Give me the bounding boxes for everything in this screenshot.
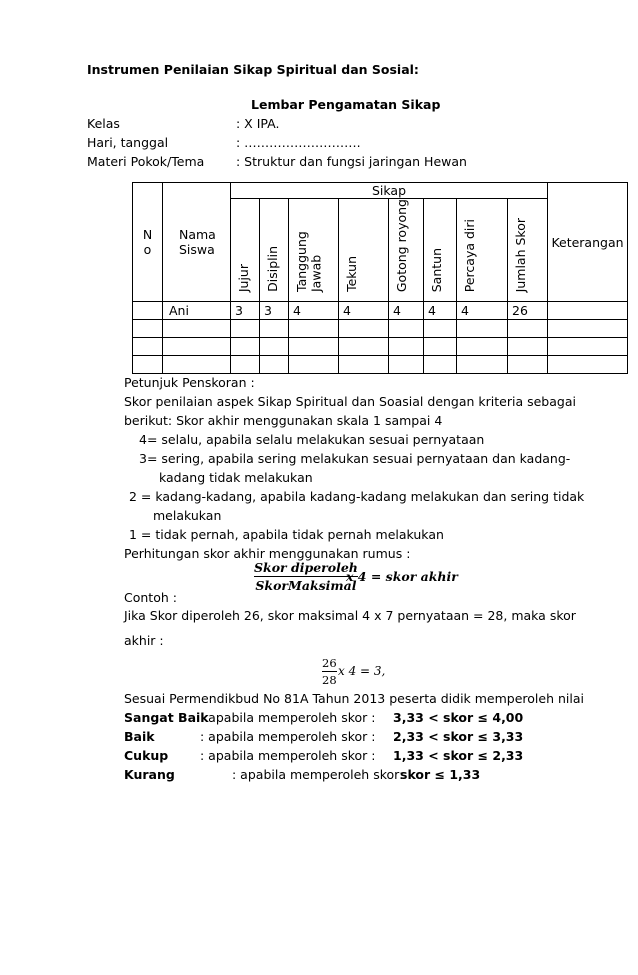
cell-value: 3 <box>260 302 289 320</box>
cell-value <box>231 338 260 356</box>
col-header-gotong-royong <box>389 199 424 302</box>
formula-numerator: Skor diperoleh <box>254 560 358 575</box>
cell-value: 26 <box>508 302 548 320</box>
cell-nama <box>163 320 231 338</box>
cell-value <box>289 320 339 338</box>
predikat-kurang-desc: : apabila memperoleh skor: <box>232 767 404 782</box>
cell-no <box>133 338 163 356</box>
cell-value <box>508 356 548 374</box>
cell-value <box>339 356 389 374</box>
cell-value <box>260 338 289 356</box>
formula-rest: x 4 = skor akhir <box>346 569 458 584</box>
contoh-title: Contoh : <box>124 590 177 605</box>
col-label-jujur: Jujur <box>236 263 251 293</box>
cell-no <box>133 320 163 338</box>
col-header-percaya-diri <box>457 199 508 302</box>
contoh-bar <box>322 671 337 672</box>
cell-value <box>389 338 424 356</box>
col-header-santun <box>424 199 457 302</box>
cell-value: 3 <box>231 302 260 320</box>
permendikbud-text: Sesuai Permendikbud No 81A Tahun 2013 peserta didik memperoleh nilai <box>124 691 584 706</box>
header-sikap: Sikap <box>231 183 548 199</box>
cell-value <box>339 320 389 338</box>
cell-value <box>289 356 339 374</box>
col-label-santun: Santun <box>429 247 444 293</box>
cell-value <box>389 356 424 374</box>
contoh-denominator: 28 <box>322 673 337 687</box>
cell-value <box>424 338 457 356</box>
info-label-materi: Materi Pokok/Tema <box>87 154 205 169</box>
predikat-sangat-baik-desc: : apabila memperoleh skor : <box>200 710 376 725</box>
col-label-tekun: Tekun <box>344 256 359 293</box>
cell-value <box>424 356 457 374</box>
predikat-cukup-range: 1,33 < skor ≤ 2,33 <box>393 748 524 763</box>
cell-value: 4 <box>339 302 389 320</box>
skala-2-cont: melakukan <box>153 508 222 523</box>
document-title: Instrumen Penilaian Sikap Spiritual dan Sosial: <box>87 62 419 77</box>
info-value-kelas: : X IPA. <box>236 116 280 131</box>
col-header-jujur <box>231 199 260 302</box>
header-nama <box>163 183 231 302</box>
cell-keterangan <box>548 320 628 338</box>
header-nama-line2: Siswa <box>179 242 215 258</box>
col-label-percaya-diri: Percaya diri <box>462 218 477 293</box>
cell-keterangan <box>548 338 628 356</box>
formula-denominator: SkorMaksimal <box>255 578 357 593</box>
cell-no <box>133 302 163 320</box>
header-no <box>133 183 163 302</box>
contoh-fraction <box>322 656 337 687</box>
cell-keterangan <box>548 356 628 374</box>
sikap-table <box>132 182 628 374</box>
cell-value <box>260 320 289 338</box>
skala-3-cont: kadang tidak melakukan <box>159 470 313 485</box>
cell-nama <box>163 356 231 374</box>
col-header-disiplin <box>260 199 289 302</box>
predikat-baik-desc: : apabila memperoleh skor : <box>200 729 376 744</box>
header-nama-line1: Nama <box>179 227 216 243</box>
cell-value <box>508 320 548 338</box>
cell-value <box>508 338 548 356</box>
header-no-line2: o <box>143 242 152 258</box>
skala-4: 4= selalu, apabila selalu melakukan sesuai pernyataan <box>139 432 485 447</box>
col-label-disiplin: Disiplin <box>265 246 280 293</box>
cell-value <box>231 356 260 374</box>
col-header-jumlah-skor <box>508 199 548 302</box>
cell-nama: Ani <box>163 302 231 320</box>
contoh-rest: x 4 = 3, <box>338 664 386 678</box>
table-row <box>133 356 628 374</box>
contoh-line: Jika Skor diperoleh 26, skor maksimal 4 x 7 pernyataan = 28, maka skor <box>124 608 576 623</box>
cell-value <box>457 356 508 374</box>
cell-value <box>457 320 508 338</box>
petunjuk-line2: berikut: Skor akhir menggunakan skala 1 sampai 4 <box>124 413 443 428</box>
cell-value <box>231 320 260 338</box>
cell-no <box>133 356 163 374</box>
cell-value <box>260 356 289 374</box>
table-row <box>133 302 628 320</box>
info-label-hari: Hari, tanggal <box>87 135 169 150</box>
contoh-numerator: 26 <box>322 656 337 670</box>
cell-value: 4 <box>389 302 424 320</box>
header-no-line1: N <box>142 227 153 243</box>
skala-2: 2 = kadang-kadang, apabila kadang-kadang melakukan dan sering tidak <box>129 489 585 504</box>
predikat-kurang-label: Kurang <box>124 767 175 782</box>
cell-nama <box>163 338 231 356</box>
contoh-akhir: akhir : <box>124 633 164 648</box>
cell-value <box>339 338 389 356</box>
rumus-intro: Perhitungan skor akhir menggunakan rumus : <box>124 546 411 561</box>
cell-value: 4 <box>289 302 339 320</box>
sheet-title: Lembar Pengamatan Sikap <box>251 97 441 112</box>
cell-value: 4 <box>424 302 457 320</box>
info-value-materi: : Struktur dan fungsi jaringan Hewan <box>236 154 467 169</box>
cell-value <box>457 338 508 356</box>
predikat-sangat-baik-range: 3,33 < skor ≤ 4,00 <box>393 710 524 725</box>
petunjuk-title: Petunjuk Penskoran : <box>124 375 255 390</box>
header-keterangan: Keterangan <box>548 183 628 302</box>
skala-1: 1 = tidak pernah, apabila tidak pernah melakukan <box>129 527 444 542</box>
col-label-gotong-royong: Gotong royong <box>394 199 409 293</box>
predikat-sangat-baik-label: Sangat Baik <box>124 710 209 725</box>
table-row <box>133 320 628 338</box>
col-label-tanggung-jawab: Tanggung Jawab <box>294 231 324 293</box>
predikat-kurang-range: skor ≤ 1,33 <box>400 767 481 782</box>
formula-fraction <box>254 560 358 593</box>
predikat-cukup-label: Cukup <box>124 748 169 763</box>
col-header-tekun <box>339 199 389 302</box>
skala-3: 3= sering, apabila sering melakukan sesuai pernyataan dan kadang- <box>139 451 571 466</box>
cell-value <box>389 320 424 338</box>
cell-keterangan <box>548 302 628 320</box>
predikat-baik-label: Baik <box>124 729 155 744</box>
table-row <box>133 338 628 356</box>
cell-value <box>289 338 339 356</box>
info-label-kelas: Kelas <box>87 116 120 131</box>
cell-value <box>424 320 457 338</box>
predikat-baik-range: 2,33 < skor ≤ 3,33 <box>393 729 524 744</box>
predikat-cukup-desc: : apabila memperoleh skor : <box>200 748 376 763</box>
petunjuk-line1: Skor penilaian aspek Sikap Spiritual dan Soasial dengan kriteria sebagai <box>124 394 576 409</box>
cell-value: 4 <box>457 302 508 320</box>
formula-bar <box>254 576 358 577</box>
col-header-tanggung-jawab <box>289 199 339 302</box>
col-label-jumlah-skor: Jumlah Skor <box>513 217 528 293</box>
info-value-hari: : ………………………. <box>236 135 361 150</box>
